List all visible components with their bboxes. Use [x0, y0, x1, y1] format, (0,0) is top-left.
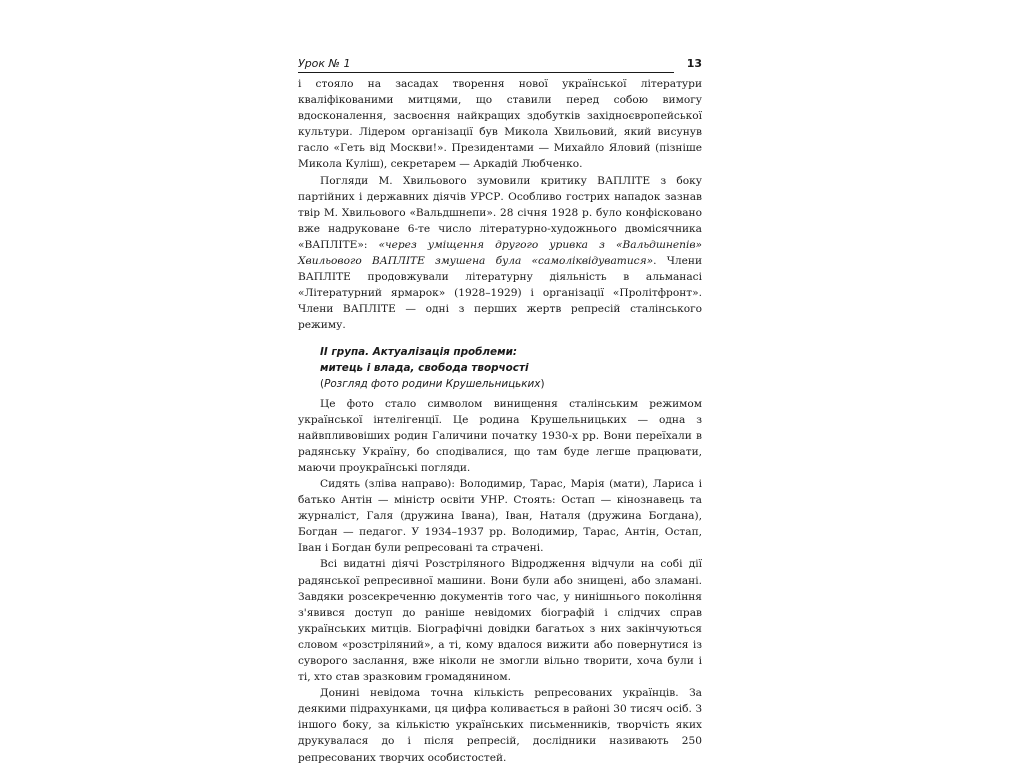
paragraph-vaplite-intro: і стояло на засадах творення нової української літератури кваліфікованими митцями, що ставили перед собою вимогу вдосконалення, засвоєння найкращих здобутків західноєвропейської культури. Лідером організації був Микола Хвильовий, який висунув гасло «Геть від Москви!». Президентами — Михайло Яловий (пізніше Микола Куліш), секретарем — Аркадій Любченко. — [298, 78, 702, 171]
page-number: 13 — [686, 57, 702, 70]
paragraph-text: . Члени ВАПЛІТЕ продовжували літературну діяльність в альманасі «Літературний ярмарок» (1928–1929) і організації «Пролітфронт». Члени ВАПЛІТЕ — одні з перших жертв репресій сталінського режиму. — [298, 255, 703, 332]
paragraph-family-members: Сидять (зліва направо): Володимир, Тарас, Марія (мати), Лариса і батько Антін — міністр освіти УНР. Стоять: Остап — кінознавець та журналіст, Галя (дружина Івана), Іван, Наталя (дружина Богдана), Богдан — педагог. У 1934–1937 рр. Володимир, Тарас, Антін, Остап, Іван і Богдан були репресовані та страчені. — [298, 477, 702, 555]
header-divider — [298, 72, 674, 73]
group-heading-line2: митець і влада, свобода творчості — [320, 361, 529, 374]
paragraph-text: Погляди М. Хвильового зумовили критику ВАПЛІТЕ з боку партійних і державних діячів УРСР. Особливо гострих нападок зазнав твір М. Хвильового «Вальдшнепи». 28 січня 1928 р. було конфісковано вже надруковане 6-те число літературно-художнього двомісячника «ВАПЛІТЕ»: — [298, 174, 702, 251]
paragraph-statistics: Донині невідома точна кількість репресованих українців. За деякими підрахунками, ця цифра коливається в районі 30 тисяч осіб. З іншого боку, за кількістю українських письменників, творчість яких друкувалася до і після репресій, дослідники називають 250 репресованих творчих особистостей. — [298, 687, 702, 764]
group-heading-line1: ІІ група. Актуалізація проблеми: — [320, 345, 518, 358]
paragraph-vaplite-criticism — [298, 173, 702, 334]
paragraph-photo-symbol: Це фото стало символом винищення сталінським режимом української інтелігенції. Це родина Крушельницьких — одна з найвпливовіших родин Галичини початку 1930-х рр. Вони переїхали в радянську Україну, бо сподівалися, що там буде легше працювати, маючи проукраїнські погляди. — [298, 397, 702, 474]
group-section-header — [298, 344, 702, 392]
note-bracket: ) — [540, 377, 545, 390]
note-bracket: ( — [320, 377, 325, 390]
running-header — [298, 52, 702, 72]
group-note — [320, 376, 702, 392]
note-text: Розгляд фото родини Крушельницьких — [324, 377, 541, 390]
lesson-label: Урок № 1 — [298, 57, 351, 70]
quote-text: «через уміщення другого уривка з «Вальдшнепів» Хвильового ВАПЛІТЕ змушена була «самоліквідуватися» — [298, 238, 702, 268]
paragraph-repression: Всі видатні діячі Розстріляного Відродження відчули на собі дії радянської репресивної машини. Вони були або знищені, або зламані. Завдяки розсекреченню документів того час, у нинішнього покоління з'явився доступ до раніше невідомих біографій і слідчих справ українських митців. Біографічні довідки багатьох з них закінчуються словом «розстріляний», а ті, кому вдалося вижити або повернутися із суворого заслання, вже ніколи не змогли вільно творити, хоча були і ті, хто став зразковим громадянином. — [298, 558, 702, 684]
book-page — [298, 52, 703, 764]
